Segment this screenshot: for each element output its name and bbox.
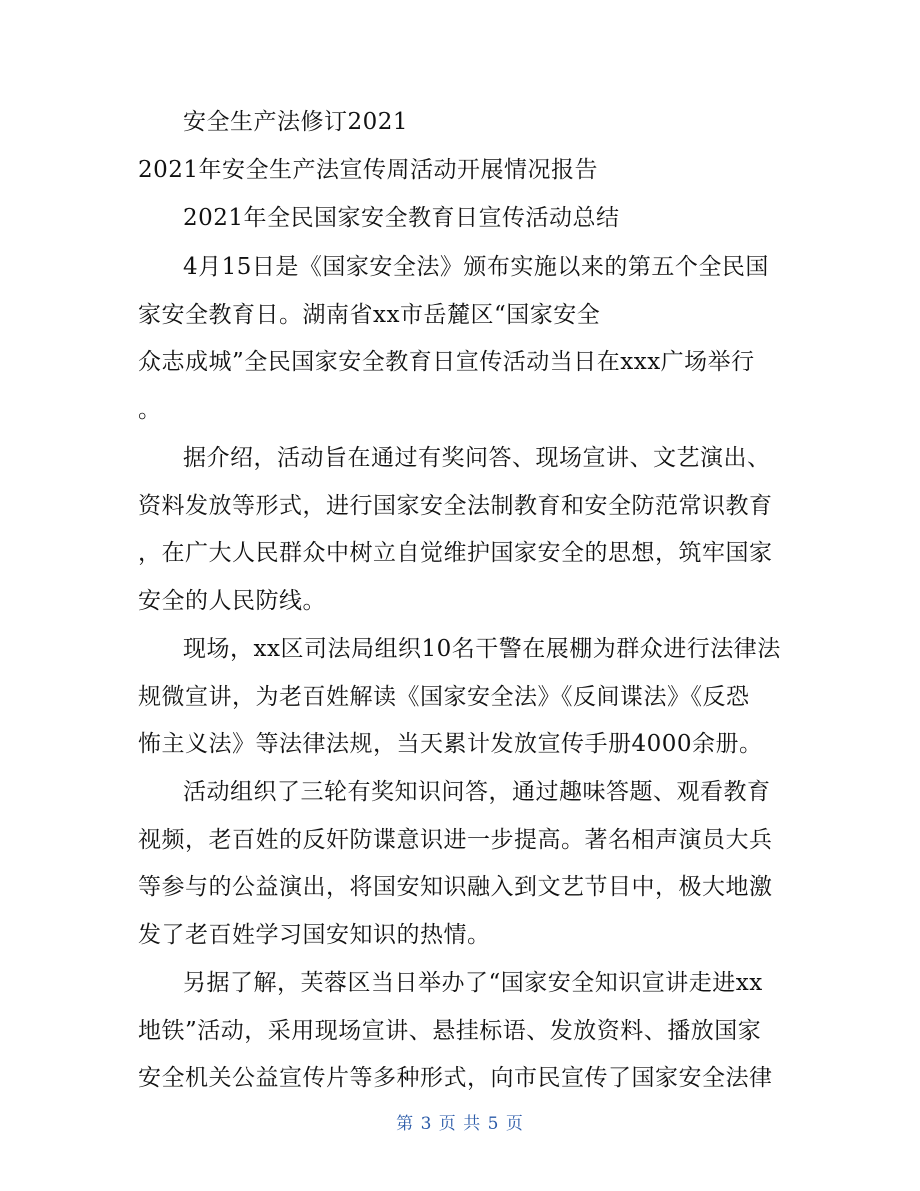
paragraph-line: 怖主义法》等法律法规，当天累计发放宣传手册4000余册。 [138, 731, 763, 757]
heading-education-day-summary: 2021年全民国家安全教育日宣传活动总结 [183, 205, 620, 231]
paragraph-line: 视频，老百姓的反奸防谍意识进一步提高。著名相声演员大兵 [138, 827, 773, 853]
paragraph-line: 据介绍，活动旨在通过有奖问答、现场宣讲、文艺演出、 [183, 445, 771, 471]
paragraph-line: 安全机关公益宣传片等多种形式，向市民宣传了国家安全法律 [138, 1065, 773, 1091]
heading-publicity-week-report: 2021年安全生产法宣传周活动开展情况报告 [138, 157, 599, 183]
paragraph-line: 。 [138, 397, 162, 423]
heading-safety-law-revision: 安全生产法修订2021 [183, 109, 409, 135]
paragraph-line: 安全的人民防线。 [138, 588, 326, 614]
paragraph-line: 地铁”活动，采用现场宣讲、悬挂标语、发放资料、播放国家 [138, 1018, 762, 1044]
paragraph-line: 家安全教育日。湖南省xx市岳麓区“国家安全 [138, 302, 601, 328]
paragraph-line: 规微宣讲，为老百姓解读《国家安全法》《反间谍法》《反恐 [138, 684, 750, 710]
paragraph-line: 现场，xx区司法局组织10名干警在展棚为群众进行法律法 [183, 636, 781, 662]
paragraph-line: 发了老百姓学习国安知识的热情。 [138, 922, 491, 948]
page-number-footer: 第 3 页 共 5 页 [396, 1114, 524, 1134]
paragraph-line: 另据了解，芙蓉区当日举办了“国家安全知识宣讲走进xx [183, 970, 763, 996]
paragraph-line: 活动组织了三轮有奖知识问答，通过趣味答题、观看教育 [183, 779, 771, 805]
paragraph-line: 等参与的公益演出，将国安知识融入到文艺节目中，极大地激 [138, 874, 773, 900]
paragraph-line: 资料发放等形式，进行国家安全法制教育和安全防范常识教育 [138, 493, 773, 519]
paragraph-line: ，在广大人民群众中树立自觉维护国家安全的思想，筑牢国家 [138, 540, 773, 566]
paragraph-line: 众志成城”全民国家安全教育日宣传活动当日在xxx广场举行 [138, 349, 755, 375]
paragraph-line: 4月15日是《国家安全法》颁布实施以来的第五个全民国 [183, 254, 769, 280]
